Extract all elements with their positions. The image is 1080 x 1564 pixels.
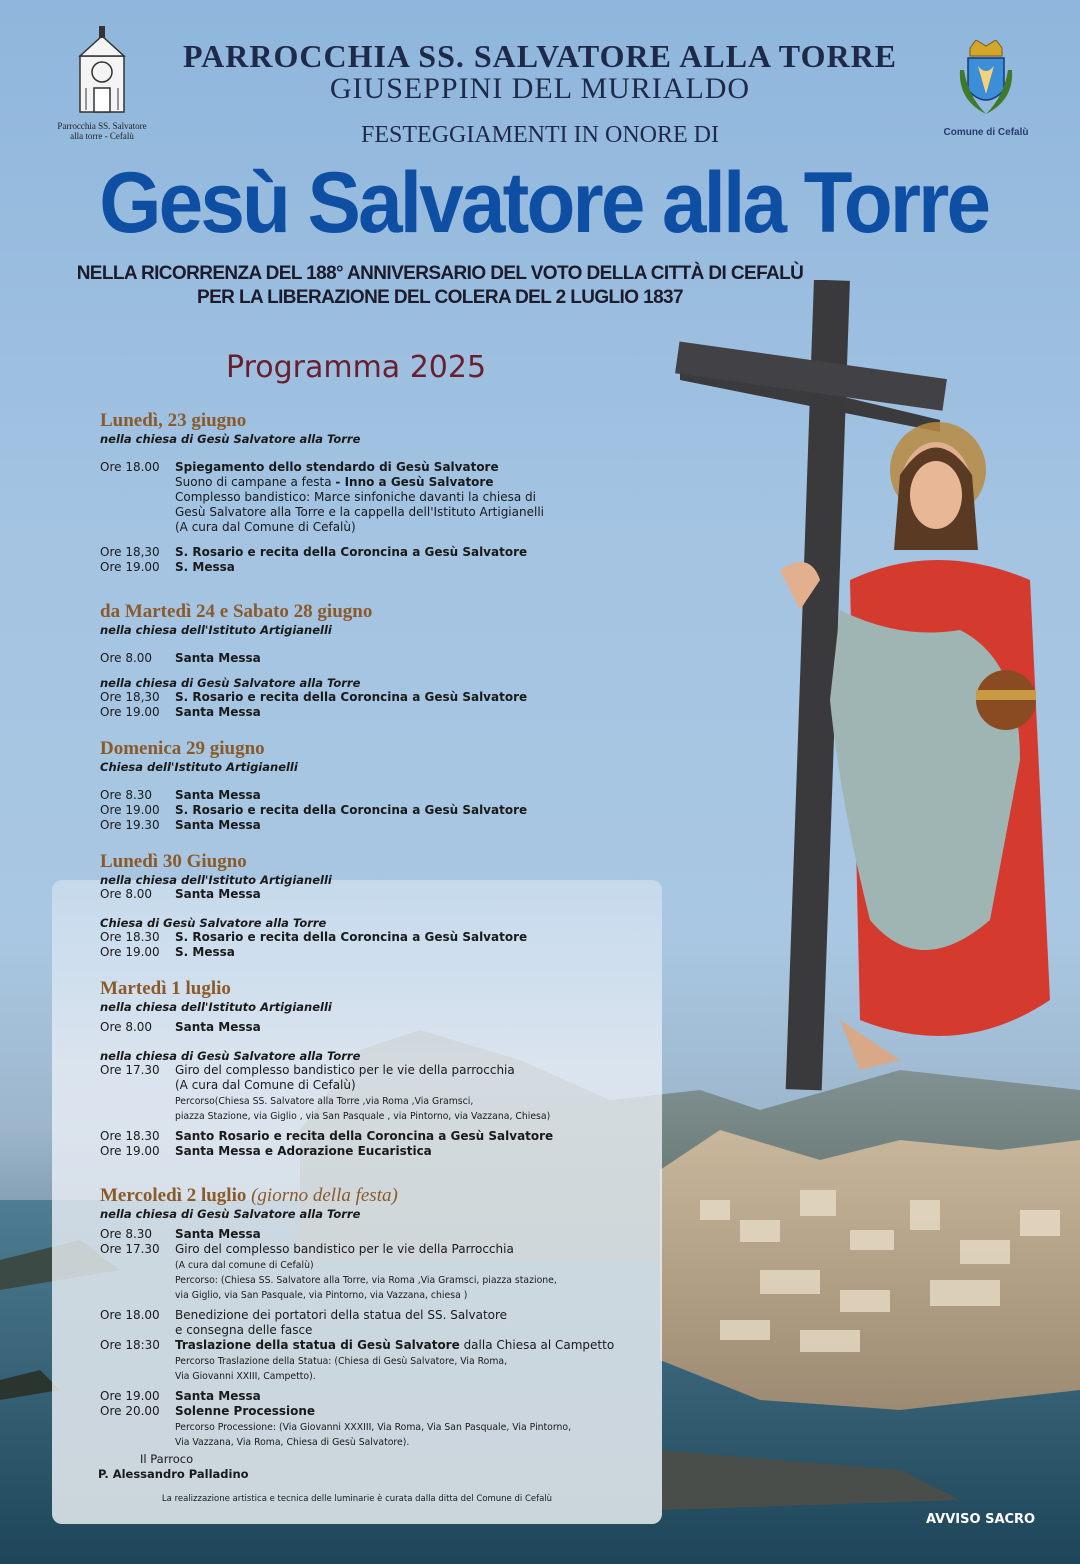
schedule-time: Ore 19.30 xyxy=(100,818,160,832)
schedule-row xyxy=(100,560,660,575)
schedule-detail: (A cura dal Comune di Cefalù) xyxy=(175,520,356,534)
route-detail: Percorso Processione: (Via Giovanni XXXIII, Via Roma, Via San Pasquale, Via Pintorno, xyxy=(175,1422,572,1433)
schedule-time: Ore 8.30 xyxy=(100,788,153,802)
schedule-time: Ore 19.00 xyxy=(100,1389,160,1403)
schedule-row xyxy=(100,705,660,720)
schedule-time: Ore 18.30 xyxy=(100,1129,160,1143)
schedule-event: Giro del complesso bandistico per le vie della parrocchia xyxy=(175,1063,515,1077)
schedule-row xyxy=(100,460,660,535)
subtitle xyxy=(60,262,820,310)
schedule-event: Giro del complesso bandistico per le vie della Parrocchia xyxy=(175,1242,514,1256)
route-detail: Via Vazzana, Via Roma, Chiesa di Gesù Salvatore). xyxy=(175,1437,410,1448)
schedule-row xyxy=(100,788,660,803)
comune-logo-caption: Comune di Cefalù xyxy=(943,127,1029,138)
schedule-time: Ore 17.30 xyxy=(100,1242,160,1256)
schedule-event: Spiegamento dello stendardo di Gesù Salvatore xyxy=(175,460,499,474)
schedule-event: S. Rosario e recita della Coroncina a Gesù Salvatore xyxy=(175,803,528,817)
day-title: Domenica 29 giugno xyxy=(100,738,265,759)
subtitle-line-2: PER LA LIBERAZIONE DEL COLERA DEL 2 LUGLIO 1837 xyxy=(197,287,683,308)
schedule-row xyxy=(100,803,660,818)
schedule-time: Ore 19.00 xyxy=(100,705,160,719)
schedule-row xyxy=(100,945,660,960)
avviso-sacro-label: AVVISO SACRO xyxy=(926,1512,1036,1527)
day-location: nella chiesa di Gesù Salvatore alla Torre xyxy=(100,676,361,690)
jesus-statue-image xyxy=(660,280,1080,1100)
day-location: nella chiesa dell'Istituto Artigianelli xyxy=(100,873,332,887)
schedule-time: Ore 18.30 xyxy=(100,930,160,944)
schedule-event: S. Messa xyxy=(175,945,235,959)
schedule-time: Ore 19.00 xyxy=(100,560,160,574)
schedule-detail: dalla Chiesa al Campetto xyxy=(459,1338,615,1352)
schedule-row xyxy=(100,1338,660,1383)
schedule-event: Santa Messa xyxy=(175,788,261,802)
day-location: nella chiesa di Gesù Salvatore alla Torre xyxy=(100,1049,361,1063)
schedule-row xyxy=(100,1308,660,1338)
schedule-time: Ore 19.00 xyxy=(100,803,160,817)
schedule-event: Santo Rosario e recita della Coroncina a Gesù Salvatore xyxy=(175,1129,554,1143)
subtitle-line-1: NELLA RICORRENZA DEL 188° ANNIVERSARIO DEL VOTO DELLA CITTÀ DI CEFALÙ xyxy=(76,263,804,284)
day-location: Chiesa dell'Istituto Artigianelli xyxy=(100,760,298,774)
schedule-time: Ore 18,30 xyxy=(100,690,160,704)
schedule-row xyxy=(100,1404,660,1449)
schedule-row xyxy=(100,1144,660,1159)
schedule-event: Santa Messa xyxy=(175,1227,261,1241)
day-title: Lunedì 30 Giugno xyxy=(100,851,247,872)
schedule-event: S. Rosario e recita della Coroncina a Gesù Salvatore xyxy=(175,930,528,944)
schedule-event: Benedizione dei portatori della statua del SS. Salvatore xyxy=(175,1308,508,1322)
schedule-time: Ore 19.00 xyxy=(100,1144,160,1158)
schedule-event: Santa Messa xyxy=(175,887,261,901)
day-title: da Martedì 24 e Sabato 28 giugno xyxy=(100,601,373,622)
parish-logo-caption-1: Parrocchia SS. Salvatore xyxy=(57,121,147,131)
schedule-event: Traslazione della statua di Gesù Salvatore xyxy=(175,1338,460,1352)
schedule-time: Ore 18:30 xyxy=(100,1338,160,1352)
day-location: Chiesa di Gesù Salvatore alla Torre xyxy=(100,916,327,930)
program-list xyxy=(100,410,660,1449)
day-location: nella chiesa di Gesù Salvatore alla Torre xyxy=(100,432,361,446)
schedule-event: S. Rosario e recita della Coroncina a Gesù Salvatore xyxy=(175,545,528,559)
schedule-time: Ore 17.30 xyxy=(100,1063,160,1077)
parish-logo-caption-2: alla torre - Cefalù xyxy=(70,131,134,141)
schedule-event: Santa Messa xyxy=(175,1389,261,1403)
schedule-time: Ore 18.00 xyxy=(100,1308,160,1322)
schedule-row xyxy=(100,887,660,902)
schedule-row xyxy=(100,1227,660,1242)
parroco-name: P. Alessandro Palladino xyxy=(98,1467,249,1481)
parish-title: PARROCCHIA SS. SALVATORE ALLA TORRE xyxy=(182,38,898,74)
day-title xyxy=(100,1185,660,1207)
route-detail: Percorso(Chiesa SS. Salvatore alla Torre ,via Roma ,Via Gramsci, xyxy=(175,1096,474,1107)
festivity-intro: FESTEGGIAMENTI IN ONORE DI xyxy=(361,122,719,148)
schedule-detail: Gesù Salvatore alla Torre e la cappella dell'Istituto Artigianelli xyxy=(175,505,544,519)
schedule-event: Santa Messa xyxy=(175,651,261,665)
schedule-event: Santa Messa xyxy=(175,818,261,832)
schedule-detail: (A cura dal Comune di Cefalù) xyxy=(175,1078,356,1092)
schedule-event: S. Rosario e recita della Coroncina a Gesù Salvatore xyxy=(175,690,528,704)
schedule-time: Ore 8.00 xyxy=(100,887,153,901)
schedule-time: Ore 18,30 xyxy=(100,545,160,559)
day-location: nella chiesa dell'Istituto Artigianelli xyxy=(100,623,332,637)
schedule-time: Ore 8.00 xyxy=(100,651,153,665)
schedule-row xyxy=(100,1020,660,1035)
footer-note: La realizzazione artistica e tecnica delle luminarie è curata dalla ditta del Comune di Cefalù xyxy=(161,1494,553,1504)
route-detail: Percorso: (Chiesa SS. Salvatore alla Torre, via Roma ,Via Gramsci, piazza stazione, xyxy=(175,1275,557,1286)
schedule-row xyxy=(100,818,660,833)
schedule-row xyxy=(100,930,660,945)
schedule-detail: e consegna delle fasce xyxy=(175,1323,313,1337)
route-detail: piazza Stazione, via Giglio , via San Pasquale , via Pintorno, via Vazzana, Chiesa) xyxy=(175,1111,551,1122)
schedule-detail: Suono di campane a festa xyxy=(175,475,336,489)
program-heading: Programma 2025 xyxy=(226,350,487,385)
main-title: Gesù Salvatore alla Torre xyxy=(99,155,989,251)
schedule-row xyxy=(100,1063,660,1123)
day-title-note: (giorno della festa) xyxy=(251,1185,398,1206)
day-title-text: Mercoledì 2 luglio xyxy=(100,1185,247,1206)
schedule-row xyxy=(100,1129,660,1144)
congregation-title: GIUSEPPINI DEL MURIALDO xyxy=(329,72,751,105)
day-title: Martedì 1 luglio xyxy=(100,978,231,999)
schedule-row xyxy=(100,545,660,560)
schedule-time: Ore 8.30 xyxy=(100,1227,153,1241)
day-title: Lunedì, 23 giugno xyxy=(100,410,247,431)
route-detail: Via Giovanni XXIII, Campetto). xyxy=(175,1371,316,1382)
schedule-event: Santa Messa xyxy=(175,705,261,719)
schedule-row xyxy=(100,1242,660,1302)
schedule-detail: - Inno a Gesù Salvatore xyxy=(335,475,494,489)
signature-block xyxy=(98,1452,249,1482)
schedule-time: Ore 18.00 xyxy=(100,460,160,474)
schedule-event: Santa Messa xyxy=(175,1020,261,1034)
schedule-row xyxy=(100,651,660,666)
route-detail: Percorso Traslazione della Statua: (Chiesa di Gesù Salvatore, Via Roma, xyxy=(175,1356,508,1367)
route-detail: (A cura dal comune di Cefalù) xyxy=(175,1260,314,1271)
schedule-event: Santa Messa e Adorazione Eucaristica xyxy=(175,1144,432,1158)
schedule-event: S. Messa xyxy=(175,560,235,574)
schedule-time: Ore 8.00 xyxy=(100,1020,153,1034)
parroco-label: Il Parroco xyxy=(140,1452,194,1466)
schedule-row xyxy=(100,1389,660,1404)
schedule-time: Ore 19.00 xyxy=(100,945,160,959)
route-detail: via Giglio, via San Pasquale, via Pintorno, via Vazzana, chiesa ) xyxy=(175,1290,468,1301)
schedule-event: Solenne Processione xyxy=(175,1404,316,1418)
day-location: nella chiesa di Gesù Salvatore alla Torre xyxy=(100,1207,361,1221)
day-location: nella chiesa dell'Istituto Artigianelli xyxy=(100,1000,332,1014)
schedule-time: Ore 20.00 xyxy=(100,1404,160,1418)
schedule-row xyxy=(100,690,660,705)
schedule-detail: Complesso bandistico: Marce sinfoniche davanti la chiesa di xyxy=(175,490,536,504)
